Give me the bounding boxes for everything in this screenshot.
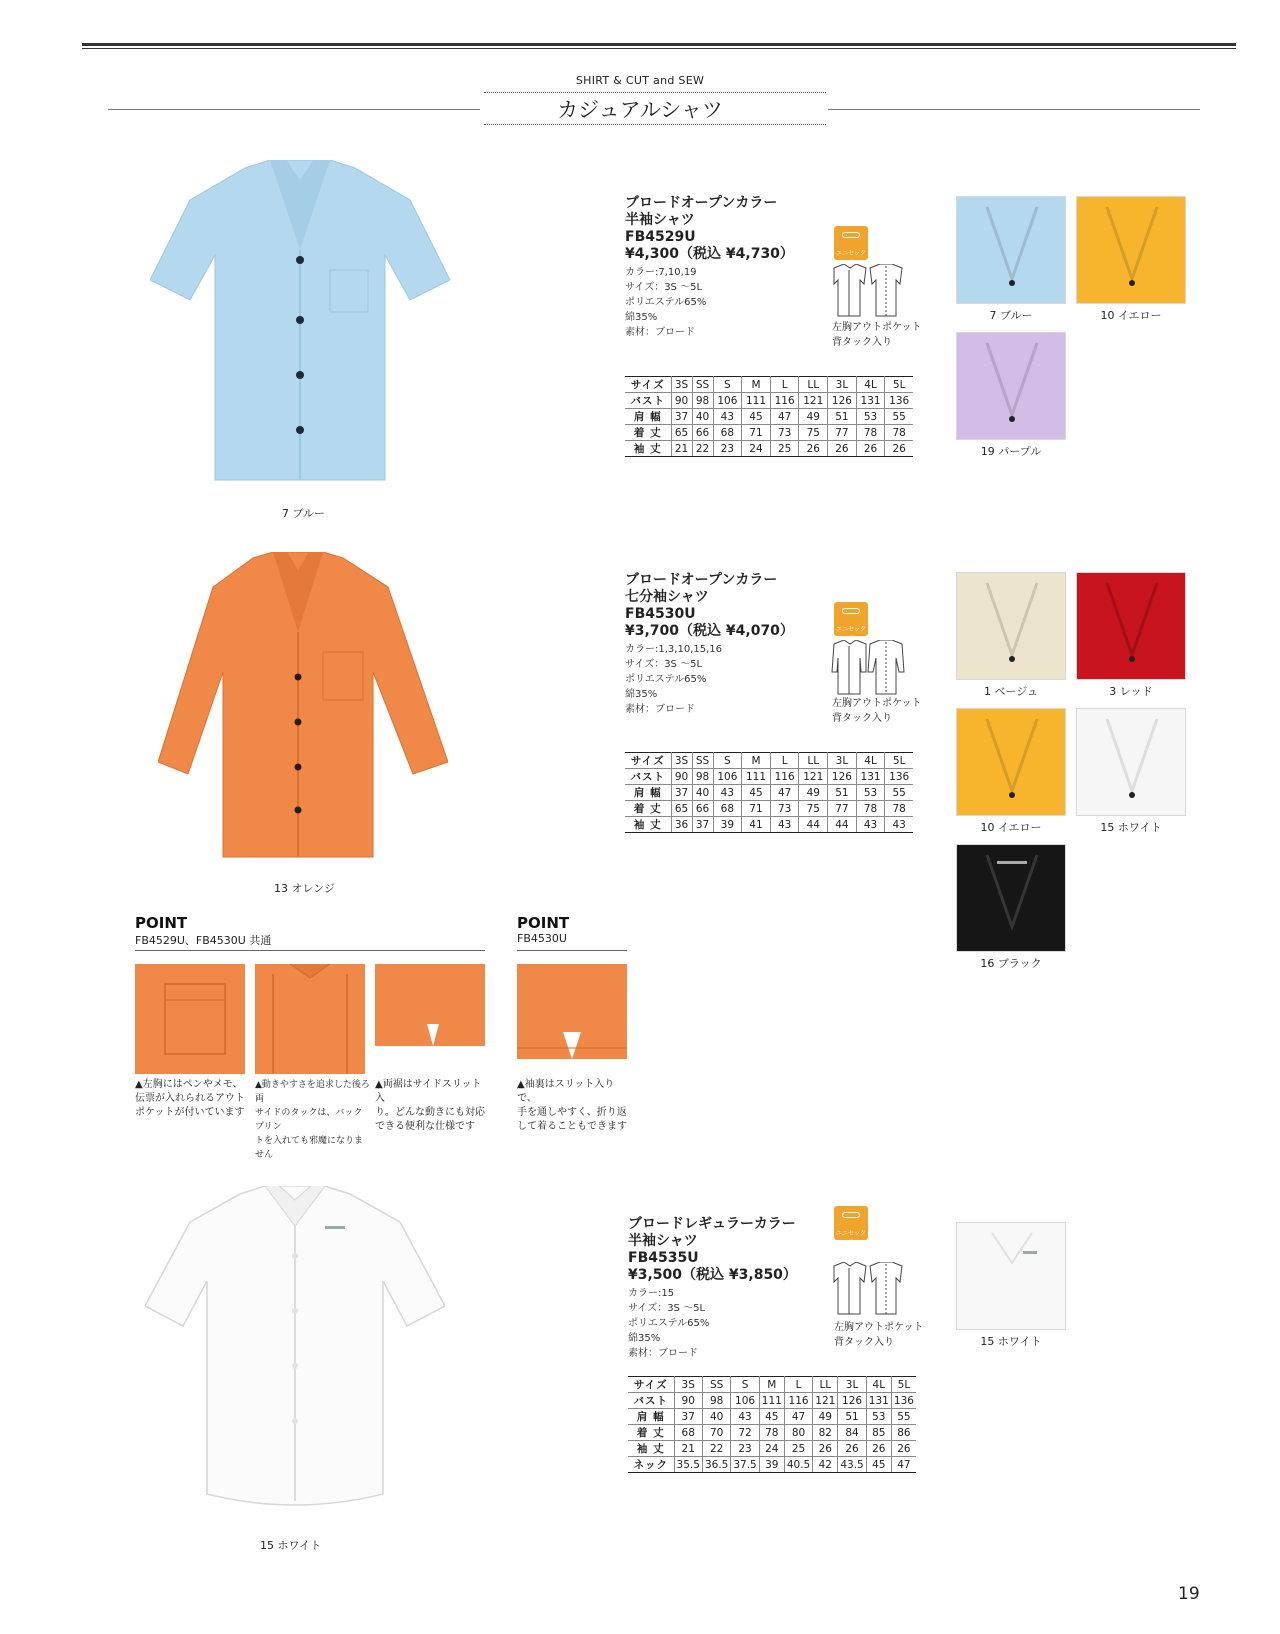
header-dotted-rule bbox=[484, 92, 826, 93]
product-material: ポリエステル65% bbox=[625, 674, 707, 685]
size-table-header: サイズ 3S SS S M L LL 3L 4L 5L bbox=[625, 377, 913, 393]
point-caption: ▲両裾はサイドスリット入 り。どんな動きにも対応 できる便利な仕様です bbox=[375, 1079, 485, 1132]
swatch-label: 3 レッド bbox=[1109, 685, 1153, 698]
hero-label-fb4530u: 13 オレンジ bbox=[274, 882, 335, 895]
swatch-label: 15 ホワイト bbox=[980, 1335, 1042, 1348]
table-row: 着 丈 68 70 72 78 80 82 84 85 86 bbox=[628, 1425, 916, 1441]
point-caption: ▲左胸にはペンやメモ、 伝票が入れられるアウト ポケットが付いています bbox=[135, 1079, 245, 1118]
product-name-line1: ブロードオープンカラー bbox=[625, 195, 778, 211]
size-table-fb4529u bbox=[625, 376, 913, 457]
table-row: 着 丈 65 66 68 71 73 75 77 78 78 bbox=[625, 425, 913, 441]
point-image-side-slit bbox=[375, 964, 485, 1074]
header-side-rule-right bbox=[828, 109, 1200, 110]
table-row: バスト 90 98 106 111 116 121 126 131 136 bbox=[625, 769, 913, 785]
point-image-back-tuck bbox=[255, 964, 365, 1074]
color-swatch[interactable] bbox=[956, 332, 1066, 440]
swatch-label: 7 ブルー bbox=[989, 309, 1033, 322]
unisex-badge: ユニセックス bbox=[834, 1206, 868, 1240]
header-dotted-rule bbox=[484, 124, 826, 125]
product-material: 綿35% bbox=[625, 689, 658, 700]
point-caption: ▲袖裏はスリット入りで、 手を通しやすく、折り返 して着ることもできます bbox=[517, 1079, 627, 1132]
product-fabric: 素材：ブロード bbox=[628, 1348, 698, 1359]
color-swatch[interactable] bbox=[1076, 572, 1186, 680]
color-swatch[interactable] bbox=[1076, 196, 1186, 304]
product-sizes: サイズ：3S ～5L bbox=[628, 1303, 706, 1314]
color-swatch[interactable] bbox=[956, 708, 1066, 816]
unisex-badge: ユニセックス bbox=[834, 226, 868, 260]
size-table-fb4535u bbox=[628, 1376, 916, 1473]
product-price: ¥4,300（税込 ¥4,730） bbox=[625, 246, 794, 262]
swatch-label: 10 イエロー bbox=[1100, 309, 1162, 322]
table-row: 着 丈 65 66 68 71 73 75 77 78 78 bbox=[625, 801, 913, 817]
table-row: 袖 丈 21 22 23 24 25 26 26 26 26 bbox=[628, 1441, 916, 1457]
header-top-rule bbox=[82, 43, 1236, 46]
product-code: FB4535U bbox=[628, 1250, 699, 1266]
point-rule bbox=[517, 950, 627, 951]
product-name-line2: 半袖シャツ bbox=[628, 1233, 698, 1249]
product-info-fb4529u bbox=[625, 195, 805, 340]
table-row: バスト 90 98 106 111 116 121 126 131 136 bbox=[628, 1393, 916, 1409]
product-colors: カラー:7,10,19 bbox=[625, 267, 697, 278]
swatch-label: 10 イエロー bbox=[980, 821, 1042, 834]
point-image-pocket bbox=[135, 964, 245, 1074]
table-row: 肩 幅 37 40 43 45 47 49 51 53 55 bbox=[628, 1409, 916, 1425]
point-caption: ▲動きやすさを追求した後ろ両 サイドのタックは、バックプリン トを入れても邪魔になりません bbox=[255, 1080, 370, 1160]
swatch-label: 1 ベージュ bbox=[983, 685, 1039, 698]
page-number: 19 bbox=[1178, 1584, 1200, 1604]
table-row: 肩 幅 37 40 43 45 47 49 51 53 55 bbox=[625, 409, 913, 425]
product-sizes: サイズ：3S ～5L bbox=[625, 282, 703, 293]
color-swatch[interactable] bbox=[1076, 708, 1186, 816]
flat-sketch-icon bbox=[826, 640, 906, 700]
category-en: SHIRT & CUT and SEW bbox=[575, 74, 705, 87]
point-title: POINT bbox=[517, 914, 570, 932]
table-row: バスト 90 98 106 111 116 121 126 131 136 bbox=[625, 393, 913, 409]
product-price: ¥3,700（税込 ¥4,070） bbox=[625, 623, 794, 639]
color-swatch[interactable] bbox=[956, 196, 1066, 304]
color-swatch[interactable] bbox=[956, 844, 1066, 952]
product-code: FB4529U bbox=[625, 229, 696, 245]
product-code: FB4530U bbox=[625, 606, 696, 622]
product-material: ポリエステル65% bbox=[625, 297, 707, 308]
size-table-fb4530u bbox=[625, 752, 913, 833]
point-subtitle: FB4529U、FB4530U 共通 bbox=[135, 934, 272, 947]
product-material: 綿35% bbox=[628, 1333, 661, 1344]
product-price: ¥3,500（税込 ¥3,850） bbox=[628, 1267, 797, 1283]
flat-note: 左胸アウトポケット 背タック入り bbox=[832, 698, 922, 724]
header-side-rule-left bbox=[108, 109, 480, 110]
hero-label-fb4535u: 15 ホワイト bbox=[260, 1539, 322, 1552]
product-colors: カラー:15 bbox=[628, 1288, 675, 1299]
point-subtitle: FB4530U bbox=[517, 932, 567, 945]
product-info-fb4535u bbox=[628, 1216, 808, 1361]
product-name-line1: ブロードオープンカラー bbox=[625, 572, 778, 588]
product-name-line2: 七分袖シャツ bbox=[625, 589, 709, 605]
hero-image-fb4530u bbox=[158, 552, 448, 866]
swatch-label: 15 ホワイト bbox=[1100, 821, 1162, 834]
unisex-badge: ユニセックス bbox=[834, 602, 868, 636]
table-row: 袖 丈 21 22 23 24 25 26 26 26 26 bbox=[625, 441, 913, 457]
product-name-line2: 半袖シャツ bbox=[625, 212, 695, 228]
color-swatch[interactable] bbox=[956, 1222, 1066, 1330]
product-material: ポリエステル65% bbox=[628, 1318, 710, 1329]
point-title: POINT bbox=[135, 914, 188, 932]
flat-sketch-icon bbox=[826, 264, 906, 322]
hero-label-fb4529u: 7 ブルー bbox=[282, 507, 326, 520]
product-material: 綿35% bbox=[625, 312, 658, 323]
point-rule bbox=[135, 950, 485, 951]
size-table-header: サイズ 3S SS S M L LL 3L 4L 5L bbox=[625, 753, 913, 769]
header-top-rule-thin bbox=[82, 48, 1236, 49]
table-row: 袖 丈 36 37 39 41 43 44 44 43 43 bbox=[625, 817, 913, 833]
swatch-label: 16 ブラック bbox=[980, 957, 1042, 970]
product-info-fb4530u bbox=[625, 572, 805, 717]
color-swatch[interactable] bbox=[956, 572, 1066, 680]
flat-note: 左胸アウトポケット 背タック入り bbox=[834, 1322, 924, 1348]
product-fabric: 素材：ブロード bbox=[625, 704, 695, 715]
product-colors: カラー:1,3,10,15,16 bbox=[625, 644, 722, 655]
product-sizes: サイズ：3S ～5L bbox=[625, 659, 703, 670]
swatch-label: 19 パープル bbox=[980, 445, 1042, 458]
point-image-sleeve-slit bbox=[517, 964, 627, 1074]
table-row: ネック 35.5 36.5 37.5 39 40.5 42 43.5 45 47 bbox=[628, 1457, 916, 1473]
table-row: 肩 幅 37 40 43 45 47 49 51 53 55 bbox=[625, 785, 913, 801]
flat-note: 左胸アウトポケット 背タック入り bbox=[832, 322, 922, 348]
product-name-line1: ブロードレギュラーカラー bbox=[628, 1216, 796, 1232]
size-table-header: サイズ 3S SS S M L LL 3L 4L 5L bbox=[628, 1377, 916, 1393]
hero-image-fb4529u bbox=[150, 160, 450, 494]
hero-image-fb4535u bbox=[145, 1186, 445, 1520]
product-fabric: 素材：ブロード bbox=[625, 327, 695, 338]
category-title: カジュアルシャツ bbox=[557, 98, 723, 122]
flat-sketch-icon bbox=[826, 1262, 906, 1320]
